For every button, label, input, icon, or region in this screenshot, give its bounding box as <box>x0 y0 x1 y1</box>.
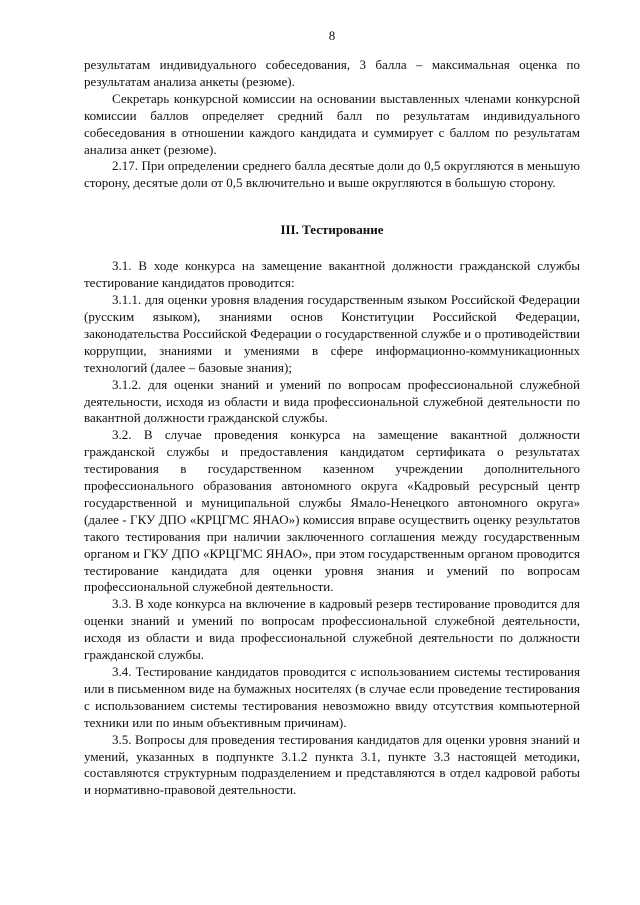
paragraph-secretary: Секретарь конкурсной комиссии на основании выставленных членами конкурсной комиссии баллов определяет средний балл по результатам индивидуального собеседования в отношении каждого кандидата и суммирует с баллом по результатам анализа анкет (резюме). <box>84 90 580 157</box>
document-page <box>84 28 580 799</box>
paragraph-3-2: 3.2. В случае проведения конкурса на замещение вакантной должности гражданской службы и предоставления кандидатом сертификата о результатах тестирования в государственном казенном учреждении дополнительного профессионального образования автономного округа «Кадровый ресурсный центр государственной и муниципальной службы Ямало-Ненецкого автономного округа» (далее - ГКУ ДПО «КРЦГМС ЯНАО») комиссия вправе осуществить оценку результатов такого тестирования при наличии заключенного соглашения между государственным органом и ГКУ ДПО «КРЦГМС ЯНАО», при этом государственным органом проводится тестирование кандидата для оценки уровня знания и умений по вопросам профессиональной служебной деятельности. <box>84 427 580 595</box>
paragraph-3-4: 3.4. Тестирование кандидатов проводится с использованием системы тестирования или в письменном виде на бумажных носителях (в случае если проведение тестирования с использованием системы тестирования невозможно ввиду отсутствия компьютерной техники или по иным объективным причинам). <box>84 664 580 730</box>
paragraph-3-1-2: 3.1.2. для оценки знаний и умений по вопросам профессиональной служебной деятельности, исходя из области и вида профессиональной служебной деятельности по вакантной должности гражданской службы. <box>84 376 580 426</box>
section-heading: III. Тестирование <box>280 222 384 238</box>
paragraph-3-5: 3.5. Вопросы для проведения тестирования кандидатов для оценки уровня знаний и умений, указанных в подпункте 3.1.2 пункта 3.1, пункте 3.3 настоящей методики, составляются структурным подразделением и представляются в отдел кадровой работы и нормативно-правовой деятельности. <box>84 731 580 798</box>
paragraph-3-1-1: 3.1.1. для оценки уровня владения государственным языком Российской Федерации (русским языком), знаниями основ Конституции Российской Федерации, законодательства Российской Федерации о государственной службе и о противодействии коррупции, знаниями и умениями в сфере информационно-коммуникационных технологий (далее – базовые знания); <box>84 292 580 375</box>
page-number: 8 <box>328 28 336 43</box>
paragraph-3-3: 3.3. В ходе конкурса на включение в кадровый резерв тестирование проводится для оценки знаний и умений по вопросам профессиональной служебной деятельности, исходя из области и вида профессиональной служебной деятельности по должности гражданской службы. <box>84 596 580 663</box>
paragraph-continuation: результатам индивидуального собеседования, 3 балла – максимальная оценка по результатам анализа анкеты (резюме). <box>84 57 580 89</box>
paragraph-2-17: 2.17. При определении среднего балла десятые доли до 0,5 округляются в меньшую сторону, десятые доли от 0,5 включительно и выше округляются в большую сторону. <box>84 158 580 191</box>
paragraph-3-1: 3.1. В ходе конкурса на замещение вакантной должности гражданской службы тестирование кандидатов проводится: <box>84 258 580 291</box>
